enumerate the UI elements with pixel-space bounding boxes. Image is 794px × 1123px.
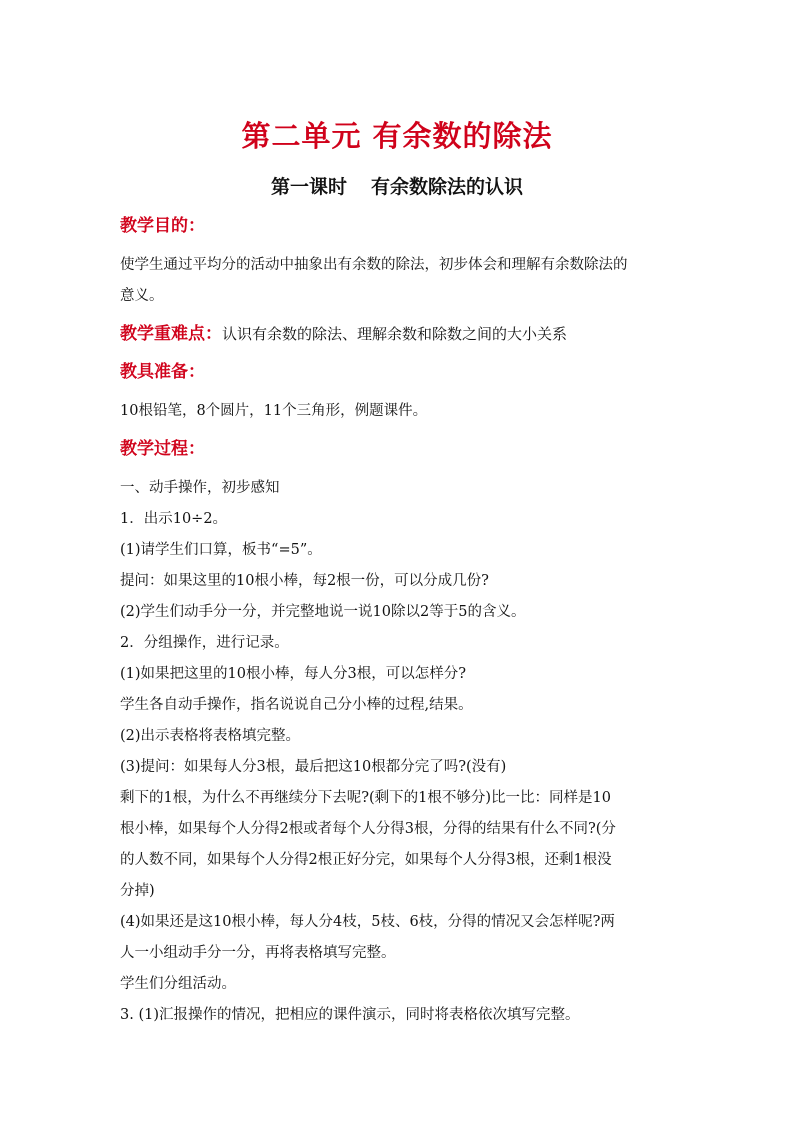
process-line: 3. (1)汇报操作的情况，把相应的课件演示，同时将表格依次填写完整。: [120, 1007, 580, 1023]
process-line: (3)提问：如果每人分3根，最后把这10根都分完了吗?(没有): [120, 759, 507, 775]
process-line: (2)出示表格将表格填完整。: [120, 728, 301, 744]
process-line: 剩下的1根，为什么不再继续分下去呢?(剩下的1根不够分)比一比：同样是10: [120, 790, 611, 806]
process-body: [120, 473, 674, 1031]
objective-text-line-1: 使学生通过平均分的活动中抽象出有余数的除法，初步体会和理解有余数除法的: [120, 257, 628, 273]
process-line: 的人数不同，如果每个人分得2根正好分完，如果每个人分得3根，还剩1根没: [120, 852, 612, 868]
lesson-topic: 有余数除法的认识: [371, 176, 524, 198]
lesson-subtitle: [120, 174, 674, 200]
unit-title: 第二单元 有余数的除法: [241, 119, 553, 153]
process-line: 分掉): [120, 883, 155, 899]
process-line: 学生们分组活动。: [120, 976, 236, 992]
process-line: (1)如果把这里的10根小棒，每人分3根，可以怎样分?: [120, 666, 466, 682]
process-line: (1)请学生们口算，板书“=5”。: [120, 542, 322, 558]
key-points-text: 认识有余数的除法、理解余数和除数之间的大小关系: [222, 325, 568, 343]
process-line: 一、动手操作，初步感知: [120, 480, 280, 496]
process-heading: 教学过程：: [120, 439, 205, 459]
materials-heading: 教具准备：: [120, 362, 205, 382]
process-line: 提问：如果这里的10根小棒，每2根一份，可以分成几份?: [120, 573, 489, 589]
process-line: 学生各自动手操作，指名说说自己分小棒的过程,结果。: [120, 697, 473, 713]
objective-heading: 教学目的：: [120, 216, 205, 236]
key-points-heading: 教学重难点：: [120, 324, 222, 344]
process-line: 1．出示10÷2。: [120, 511, 228, 527]
process-line: 2．分组操作，进行记录。: [120, 635, 289, 651]
process-line: 人一小组动手分一分，再将表格填写完整。: [120, 945, 396, 961]
process-line: 根小棒，如果每个人分得2根或者每个人分得3根，分得的结果有什么不同?(分: [120, 821, 616, 837]
process-line: (4)如果还是这10根小棒，每人分4枝，5枝、6枝，分得的情况又会怎样呢?两: [120, 914, 615, 930]
objective-text-line-2: 意义。: [120, 288, 164, 304]
key-points-section: [120, 320, 674, 348]
lesson-number: 第一课时: [270, 176, 347, 198]
materials-text: 10根铅笔，8个圆片，11个三角形，例题课件。: [120, 403, 428, 419]
process-line: (2)学生们动手分一分，并完整地说一说10除以2等于5的含义。: [120, 604, 526, 620]
